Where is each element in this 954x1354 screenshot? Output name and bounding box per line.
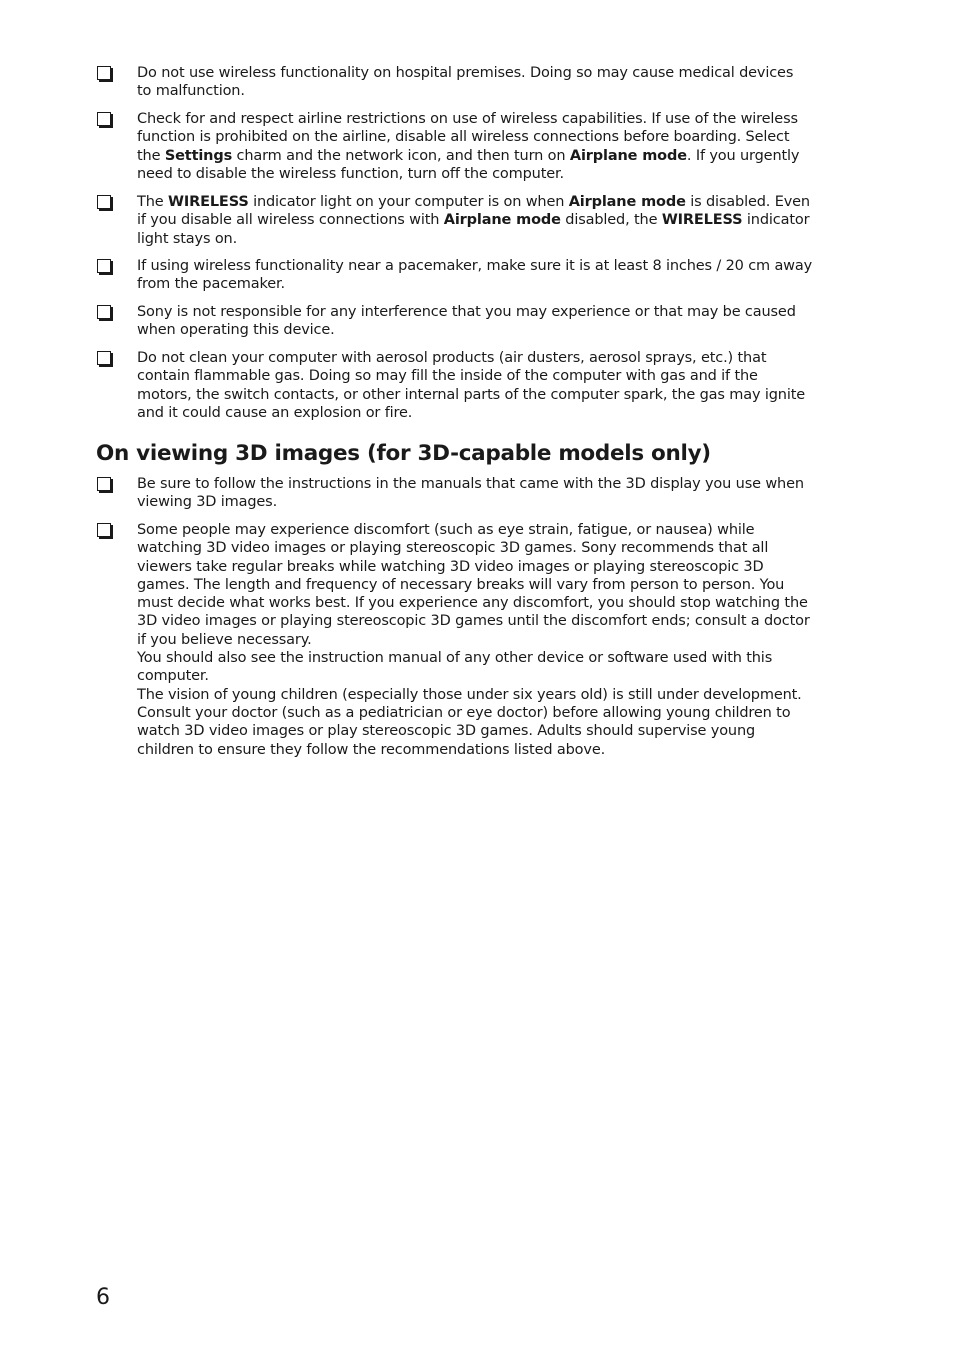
item-text xyxy=(137,257,827,294)
text-line: motors, the switch contacts, or other internal parts of the computer spark, the gas may ignite xyxy=(137,386,806,403)
text-line: Sony is not responsible for any interference that you may experience or that may be caused xyxy=(137,304,796,320)
item-text xyxy=(137,349,827,422)
text-line: watch 3D video images or play stereoscopic 3D games. Adults should supervise young xyxy=(137,723,756,740)
bold-term: WIRELESS xyxy=(167,194,249,210)
text-line: Be sure to follow the instructions in the manuals that came with the 3D display you use when xyxy=(137,476,804,492)
list-item xyxy=(96,64,836,101)
text-line: games. The length and frequency of necessary breaks will vary from person to person. You xyxy=(137,576,785,593)
text-line: must decide what works best. If you experience any discomfort, you should stop watching the xyxy=(137,595,808,612)
text-line: light stays on. xyxy=(137,230,238,247)
text-line: Do not use wireless functionality on hospital premises. Doing so may cause medical devices xyxy=(137,65,794,81)
checkbox-bullet-icon xyxy=(97,112,111,126)
item-text xyxy=(137,64,827,101)
text-line: Some people may experience discomfort (such as eye strain, fatigue, or nausea) while xyxy=(137,522,755,538)
checkbox-bullet-icon xyxy=(97,66,111,80)
item-text xyxy=(137,303,827,340)
text-line: need to disable the wireless function, turn off the computer. xyxy=(137,165,564,182)
bold-term: Settings xyxy=(164,147,233,164)
text-line: if you believe necessary. xyxy=(137,631,312,648)
text-line: computer. xyxy=(137,668,209,685)
checkbox-bullet-icon xyxy=(97,351,111,365)
list-item xyxy=(96,193,836,248)
text-line: Do not clean your computer with aerosol products (air dusters, aerosol sprays, etc.) that xyxy=(137,350,767,366)
item-text xyxy=(137,475,827,512)
bold-term: Airplane mode xyxy=(568,194,686,210)
list-item xyxy=(96,257,836,294)
bold-term: Airplane mode xyxy=(443,212,561,229)
item-text xyxy=(137,193,827,248)
list-item xyxy=(96,110,836,183)
list-item xyxy=(96,521,836,759)
text-line: from the pacemaker. xyxy=(137,276,285,293)
text-line: The vision of young children (especially those under six years old) is still under development. xyxy=(137,686,802,703)
text-line: to malfunction. xyxy=(137,83,245,100)
checkbox-bullet-icon xyxy=(97,195,111,209)
text-line: viewing 3D images. xyxy=(137,494,278,511)
text-line: Check for and respect airline restrictions on use of wireless capabilities. If use of the wireless xyxy=(137,111,798,127)
text-line: children to ensure they follow the recommendations listed above. xyxy=(137,741,606,758)
list-item xyxy=(96,475,836,512)
list-item xyxy=(96,303,836,340)
text-line: if you disable all wireless connections with Airplane mode disabled, the WIRELESS indicator xyxy=(137,212,810,229)
text-line: The WIRELESS indicator light on your computer is on when Airplane mode is disabled. Even xyxy=(137,194,810,210)
list-item xyxy=(96,349,836,422)
checkbox-bullet-icon xyxy=(97,477,111,491)
text-line: and it could cause an explosion or fire. xyxy=(137,404,413,421)
text-line: watching 3D video images or playing stereoscopic 3D games. Sony recommends that all xyxy=(137,540,769,557)
text-line: If using wireless functionality near a pacemaker, make sure it is at least 8 inches / 20 cm away xyxy=(137,258,813,274)
bold-term: WIRELESS xyxy=(661,212,743,229)
text-line: the Settings charm and the network icon, and then turn on Airplane mode. If you urgently xyxy=(137,147,800,164)
text-line: You should also see the instruction manual of any other device or software used with this xyxy=(137,650,773,667)
checkbox-bullet-icon xyxy=(97,305,111,319)
text-line: viewers take regular breaks while watching 3D video images or playing stereoscopic 3D xyxy=(137,558,764,575)
text-line: contain flammable gas. Doing so may fill the inside of the computer with gas and if the xyxy=(137,368,758,385)
page-number: 6 xyxy=(96,1285,110,1310)
text-line: Consult your doctor (such as a pediatrician or eye doctor) before allowing young children to xyxy=(137,704,791,721)
text-line: 3D video images or playing stereoscopic 3D games until the discomfort ends; consult a doctor xyxy=(137,613,810,630)
item-text xyxy=(137,110,827,183)
text-line: when operating this device. xyxy=(137,322,335,339)
checkbox-bullet-icon xyxy=(97,259,111,273)
bold-term: Airplane mode xyxy=(569,147,687,164)
checkbox-bullet-icon xyxy=(97,523,111,537)
item-text xyxy=(137,521,827,759)
text-line: function is prohibited on the airline, disable all wireless connections before boarding. Select xyxy=(137,129,790,146)
section-heading: On viewing 3D images (for 3D-capable models only) xyxy=(96,441,711,466)
